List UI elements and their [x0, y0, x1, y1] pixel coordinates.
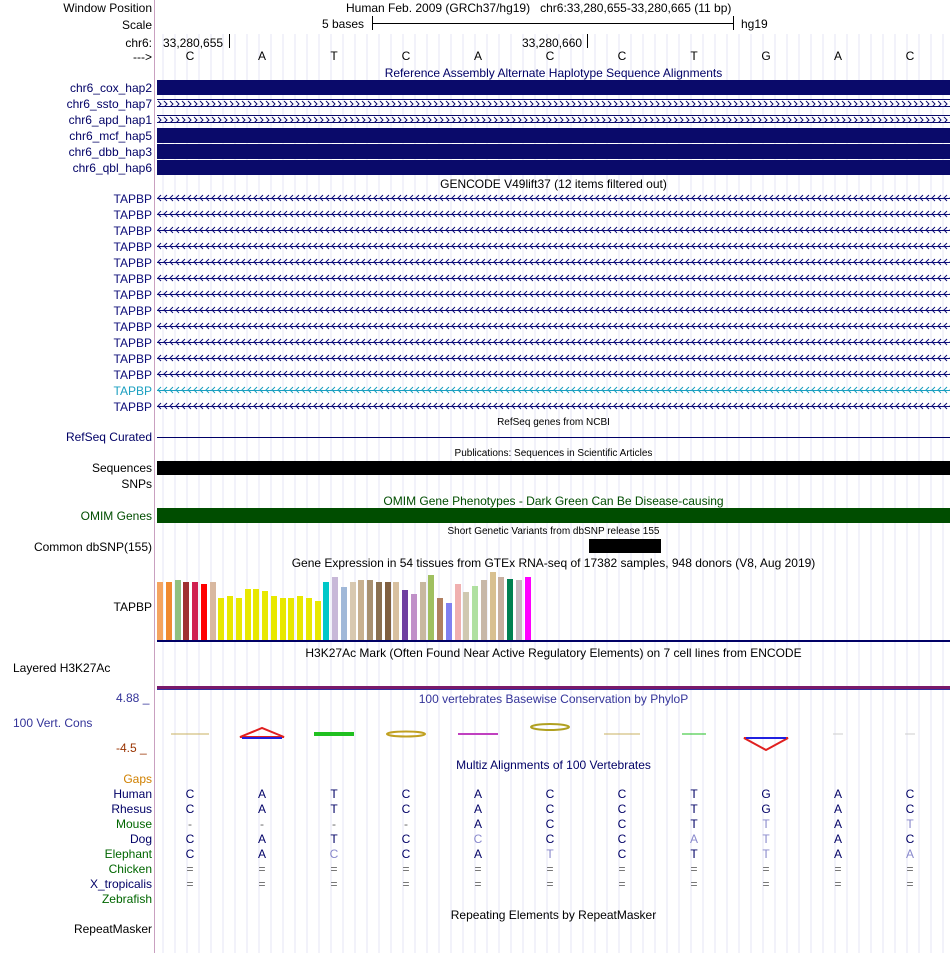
phylop-glyph — [458, 733, 498, 735]
transcript-intron-line — [157, 310, 950, 311]
multiz-base: C — [185, 802, 195, 816]
alt-haplotype-bar[interactable] — [157, 160, 950, 175]
gtex-tissue-bar[interactable] — [192, 582, 198, 640]
position-left-tick — [229, 34, 230, 48]
gtex-tissue-bar[interactable] — [428, 575, 434, 640]
gtex-tissue-bar[interactable] — [393, 582, 399, 640]
gencode-gene-label[interactable]: TAPBP — [113, 400, 152, 414]
gtex-tissue-bar[interactable] — [253, 589, 259, 640]
multiz-base: = — [186, 862, 194, 876]
multiz-base: A — [473, 817, 482, 831]
phylop-logo[interactable] — [157, 710, 950, 760]
transcript-intron-line — [157, 406, 950, 407]
gtex-tissue-bar[interactable] — [157, 582, 163, 640]
alt-haplotype-label[interactable]: chr6_apd_hap1 — [68, 113, 152, 127]
gencode-transcript-line[interactable] — [157, 402, 950, 412]
gencode-gene-label[interactable]: TAPBP — [113, 336, 152, 350]
transcript-intron-line — [157, 230, 950, 231]
transcript-intron-line — [157, 278, 950, 279]
gencode-transcript-line[interactable] — [157, 354, 950, 364]
chrom-label: chr6: — [125, 36, 152, 50]
multiz-base: - — [188, 817, 192, 831]
ruler-base: A — [473, 49, 482, 63]
multiz-species-label[interactable]: Elephant — [104, 847, 152, 861]
gtex-tissue-bar[interactable] — [245, 589, 251, 640]
alt-haplotype-label[interactable]: chr6_mcf_hap5 — [69, 129, 152, 143]
multiz-base: T — [546, 847, 554, 861]
refseq-label[interactable]: RefSeq Curated — [65, 430, 152, 444]
multiz-species-label[interactable]: Chicken — [108, 862, 152, 876]
gtex-tissue-bar[interactable] — [463, 592, 469, 640]
gtex-tissue-bar[interactable] — [455, 584, 461, 640]
transcript-intron-line — [157, 294, 950, 295]
multiz-base: A — [689, 832, 698, 846]
phylop-glyph — [171, 734, 209, 735]
gencode-gene-label[interactable]: TAPBP — [113, 352, 152, 366]
gencode-transcript-line[interactable] — [157, 242, 950, 252]
multiz-base: A — [833, 802, 842, 816]
gencode-gene-label[interactable]: TAPBP — [113, 192, 152, 206]
gencode-transcript-line[interactable] — [157, 290, 950, 300]
snps-label[interactable]: SNPs — [121, 477, 152, 491]
phylop-glyph — [682, 734, 706, 735]
gtex-tissue-bar[interactable] — [341, 587, 347, 640]
multiz-base: = — [762, 877, 770, 891]
publications-title[interactable]: Publications: Sequences in Scientific Articles — [454, 448, 653, 459]
phylop-glyph — [744, 738, 788, 750]
gtex-tissue-bar[interactable] — [498, 577, 504, 640]
multiz-base: T — [762, 847, 770, 861]
gtex-tissue-bar[interactable] — [315, 601, 321, 640]
gencode-transcript-line[interactable] — [157, 258, 950, 268]
position-mid: 33,280,660 — [522, 36, 583, 50]
gtex-tissue-bar[interactable] — [385, 582, 391, 640]
dbsnp-title[interactable]: Short Genetic Variants from dbSNP release 155 — [447, 526, 660, 537]
multiz-base: T — [690, 802, 698, 816]
repeatmasker-label[interactable]: RepeatMasker — [73, 922, 152, 936]
multiz-base: = — [690, 862, 698, 876]
multiz-base: = — [762, 862, 770, 876]
phylop-glyph — [242, 737, 282, 739]
phylop-min-label: -4.5 _ — [116, 741, 147, 755]
gtex-tissue-bar[interactable] — [507, 579, 513, 640]
multiz-base: A — [473, 847, 482, 861]
strand-label: ---> — [133, 50, 152, 64]
multiz-title[interactable]: Multiz Alignments of 100 Vertebrates — [456, 758, 651, 772]
multiz-base: A — [257, 832, 266, 846]
alt-haplotype-label[interactable]: chr6_dbb_hap3 — [68, 145, 152, 159]
multiz-base: C — [401, 832, 411, 846]
multiz-base: - — [404, 817, 408, 831]
multiz-base: A — [257, 787, 266, 801]
multiz-base: T — [690, 847, 698, 861]
gtex-tissue-bar[interactable] — [210, 582, 216, 640]
transcript-intron-line — [157, 198, 950, 199]
multiz-base: = — [474, 862, 482, 876]
gtex-tissue-bar[interactable] — [367, 580, 373, 640]
gtex-tissue-bar[interactable] — [437, 598, 443, 640]
ruler-base: A — [833, 49, 842, 63]
multiz-base: = — [690, 877, 698, 891]
alt-haplotype-label[interactable]: chr6_qbl_hap6 — [72, 161, 152, 175]
multiz-base: = — [402, 862, 410, 876]
phylop-glyph — [240, 728, 284, 737]
multiz-base: = — [906, 862, 914, 876]
ruler-base: C — [617, 49, 627, 63]
gencode-gene-label[interactable]: TAPBP — [113, 368, 152, 382]
multiz-base: C — [905, 832, 915, 846]
gencode-gene-label[interactable]: TAPBP — [113, 272, 152, 286]
gencode-gene-label[interactable]: TAPBP — [113, 304, 152, 318]
gtex-tissue-bar[interactable] — [218, 598, 224, 640]
transcript-intron-line — [157, 326, 950, 327]
multiz-base: = — [546, 862, 554, 876]
transcript-intron-line — [157, 390, 950, 391]
gencode-gene-label[interactable]: TAPBP — [113, 256, 152, 270]
scale-label: Scale — [121, 18, 152, 32]
ruler-base: G — [761, 49, 771, 63]
gtex-tissue-bar[interactable] — [446, 603, 452, 640]
gtex-tissue-bar[interactable] — [472, 586, 478, 640]
refseq-line[interactable] — [157, 437, 950, 438]
multiz-base: = — [258, 862, 266, 876]
gtex-baseline — [157, 640, 950, 642]
scale-bases-label: 5 bases — [322, 17, 365, 31]
h3k27ac-baseline — [157, 689, 950, 690]
multiz-base: - — [260, 817, 264, 831]
multiz-base: A — [473, 787, 482, 801]
sequences-label[interactable]: Sequences — [91, 461, 152, 475]
repeatmasker-title[interactable]: Repeating Elements by RepeatMasker — [450, 908, 657, 922]
phylop-glyph — [604, 734, 640, 735]
multiz-base: = — [330, 862, 338, 876]
multiz-base: G — [761, 787, 771, 801]
multiz-base: C — [617, 787, 627, 801]
gencode-gene-label[interactable]: TAPBP — [113, 224, 152, 238]
multiz-base: T — [906, 817, 914, 831]
transcript-intron-line — [157, 262, 950, 263]
multiz-base: T — [762, 817, 770, 831]
gtex-tissue-bar[interactable] — [183, 582, 189, 640]
multiz-species-label[interactable]: Mouse — [115, 817, 152, 831]
multiz-base: C — [473, 832, 483, 846]
position-left: 33,280,655 — [163, 36, 224, 50]
gtex-tissue-bar[interactable] — [175, 580, 181, 640]
transcript-intron-line — [157, 246, 950, 247]
gtex-tissue-bar[interactable] — [262, 591, 268, 640]
sequences-bar[interactable] — [157, 461, 950, 475]
multiz-base: C — [617, 817, 627, 831]
h3k27ac-title[interactable]: H3K27Ac Mark (Often Found Near Active Regulatory Elements) on 7 cell lines from ENCODE — [305, 646, 802, 660]
ruler-base: T — [330, 49, 338, 63]
gtex-tissue-bar[interactable] — [516, 580, 522, 640]
multiz-base: C — [185, 787, 195, 801]
phylop-glyph — [531, 724, 569, 730]
gtex-tissue-bar[interactable] — [306, 598, 312, 640]
multiz-base: A — [473, 802, 482, 816]
multiz-base: A — [257, 847, 266, 861]
gtex-tissue-bar[interactable] — [227, 596, 233, 640]
gtex-label[interactable]: TAPBP — [113, 600, 152, 614]
multiz-base: T — [690, 787, 698, 801]
multiz-base: C — [401, 787, 411, 801]
transcript-intron-line — [157, 342, 950, 343]
gtex-tissue-bar[interactable] — [481, 580, 487, 640]
multiz-base: A — [833, 847, 842, 861]
gtex-tissue-bar[interactable] — [411, 594, 417, 640]
alt-haplotype-label[interactable]: chr6_ssto_hap7 — [66, 97, 152, 111]
ruler-base: C — [185, 49, 195, 63]
multiz-species-label[interactable]: X_tropicalis — [89, 877, 152, 891]
multiz-base: T — [330, 832, 338, 846]
dbsnp-variant[interactable] — [589, 539, 661, 553]
gencode-transcript-line[interactable] — [157, 386, 950, 396]
label-divider — [154, 0, 155, 953]
gtex-tissue-bar[interactable] — [236, 598, 242, 640]
phylop-glyph — [905, 734, 915, 735]
gtex-tissue-bar[interactable] — [525, 577, 531, 640]
gencode-transcript-line[interactable] — [157, 274, 950, 284]
multiz-base: = — [546, 877, 554, 891]
dbsnp-label[interactable]: Common dbSNP(155) — [33, 540, 152, 554]
phylop-glyph — [833, 734, 843, 735]
multiz-base: T — [762, 832, 770, 846]
multiz-base: = — [402, 877, 410, 891]
multiz-base: A — [257, 802, 266, 816]
window-position-value: Human Feb. 2009 (GRCh37/hg19) chr6:33,280,655-33,280,665 (11 bp) — [346, 1, 732, 15]
gencode-gene-label[interactable]: TAPBP — [113, 320, 152, 334]
gtex-tissue-bar[interactable] — [323, 582, 329, 640]
gtex-tissue-bar[interactable] — [332, 577, 338, 640]
omim-bar[interactable] — [157, 508, 950, 523]
gencode-transcript-line[interactable] — [157, 306, 950, 316]
ruler-base: A — [257, 49, 266, 63]
refseq-title[interactable]: RefSeq genes from NCBI — [497, 417, 610, 428]
multiz-base: C — [545, 832, 555, 846]
gtex-tissue-bar[interactable] — [376, 582, 382, 640]
gencode-transcript-line[interactable] — [157, 322, 950, 332]
gtex-bar-chart[interactable] — [157, 572, 950, 640]
multiz-species-label[interactable]: Human — [113, 787, 152, 801]
gencode-transcript-line[interactable] — [157, 194, 950, 204]
multiz-base: C — [329, 847, 339, 861]
multiz-base: A — [833, 817, 842, 831]
multiz-base: = — [834, 877, 842, 891]
phylop-glyph — [387, 732, 425, 737]
multiz-species-label[interactable]: Dog — [129, 832, 152, 846]
position-mid-tick — [587, 34, 588, 48]
gencode-gene-label[interactable]: TAPBP — [113, 288, 152, 302]
multiz-base: C — [545, 817, 555, 831]
multiz-base: = — [258, 877, 266, 891]
phylop-glyph — [314, 732, 354, 736]
scale-bar — [372, 16, 734, 30]
gtex-tissue-bar[interactable] — [280, 598, 286, 640]
alt-haplotype-bar[interactable] — [157, 115, 950, 123]
omim-title[interactable]: OMIM Gene Phenotypes - Dark Green Can Be Disease-causing — [383, 494, 724, 508]
gtex-tissue-bar[interactable] — [166, 582, 172, 640]
transcript-intron-line — [157, 358, 950, 359]
window-position-label: Window Position — [63, 1, 152, 15]
gtex-tissue-bar[interactable] — [288, 598, 294, 640]
multiz-base: A — [833, 787, 842, 801]
multiz-species-label[interactable]: Zebrafish — [101, 892, 152, 906]
multiz-base: C — [185, 832, 195, 846]
scale-db-label: hg19 — [741, 17, 768, 31]
multiz-base: = — [186, 877, 194, 891]
gencode-transcript-line[interactable] — [157, 226, 950, 236]
gtex-tissue-bar[interactable] — [402, 590, 408, 640]
multiz-base: A — [833, 832, 842, 846]
multiz-base: T — [690, 817, 698, 831]
ruler-base: C — [905, 49, 915, 63]
gtex-tissue-bar[interactable] — [358, 580, 364, 640]
multiz-base: = — [618, 862, 626, 876]
phylop-label[interactable]: 100 Vert. Cons — [13, 716, 93, 730]
alt-haplotype-title[interactable]: Reference Assembly Alternate Haplotype Sequence Alignments — [384, 66, 723, 80]
ruler-base: C — [401, 49, 411, 63]
multiz-base: C — [905, 802, 915, 816]
alt-haplotype-bar[interactable] — [157, 128, 950, 143]
gtex-tissue-bar[interactable] — [420, 582, 426, 640]
alt-haplotype-label[interactable]: chr6_cox_hap2 — [69, 81, 152, 95]
alt-haplotype-bar[interactable] — [157, 99, 950, 107]
gtex-tissue-bar[interactable] — [201, 584, 207, 640]
multiz-base: C — [617, 832, 627, 846]
gencode-gene-label[interactable]: TAPBP — [113, 240, 152, 254]
gencode-gene-label[interactable]: TAPBP — [113, 208, 152, 222]
multiz-base: G — [761, 802, 771, 816]
multiz-base: C — [617, 847, 627, 861]
multiz-base: C — [401, 802, 411, 816]
phylop-title[interactable]: 100 vertebrates Basewise Conservation by PhyloP — [418, 692, 689, 706]
multiz-base: T — [330, 802, 338, 816]
gencode-title[interactable]: GENCODE V49lift37 (12 items filtered out) — [440, 177, 667, 191]
multiz-base: = — [474, 877, 482, 891]
multiz-base: C — [545, 802, 555, 816]
gencode-transcript-line[interactable] — [157, 210, 950, 220]
multiz-base: C — [401, 847, 411, 861]
gtex-tissue-bar[interactable] — [271, 596, 277, 640]
multiz-base: = — [906, 877, 914, 891]
multiz-base: C — [185, 847, 195, 861]
transcript-intron-line — [157, 374, 950, 375]
phylop-glyph — [746, 737, 786, 739]
omim-label[interactable]: OMIM Genes — [80, 509, 152, 523]
gencode-transcript-line[interactable] — [157, 338, 950, 348]
alt-haplotype-bar[interactable] — [157, 80, 950, 95]
gtex-title[interactable]: Gene Expression in 54 tissues from GTEx RNA-seq of 17382 samples, 948 donors (V8, Aug 2019) — [291, 556, 816, 570]
alt-haplotype-bar[interactable] — [157, 144, 950, 159]
gtex-tissue-bar[interactable] — [350, 582, 356, 640]
gencode-gene-label[interactable]: TAPBP — [113, 384, 152, 398]
multiz-base: = — [834, 862, 842, 876]
transcript-intron-line — [157, 214, 950, 215]
multiz-base: C — [545, 787, 555, 801]
multiz-species-label[interactable]: Rhesus — [111, 802, 152, 816]
gtex-tissue-bar[interactable] — [297, 596, 303, 640]
multiz-base: = — [618, 877, 626, 891]
ruler-base: C — [545, 49, 555, 63]
multiz-base: T — [330, 787, 338, 801]
gtex-tissue-bar[interactable] — [490, 572, 496, 640]
multiz-base: = — [330, 877, 338, 891]
ruler-base: T — [690, 49, 698, 63]
multiz-base: A — [905, 847, 914, 861]
gaps-label[interactable]: Gaps — [123, 772, 152, 786]
gencode-transcript-line[interactable] — [157, 370, 950, 380]
h3k27ac-label[interactable]: Layered H3K27Ac — [13, 661, 111, 675]
phylop-max-label: 4.88 _ — [116, 691, 150, 705]
multiz-base: - — [332, 817, 336, 831]
multiz-base: C — [617, 802, 627, 816]
multiz-base: C — [905, 787, 915, 801]
